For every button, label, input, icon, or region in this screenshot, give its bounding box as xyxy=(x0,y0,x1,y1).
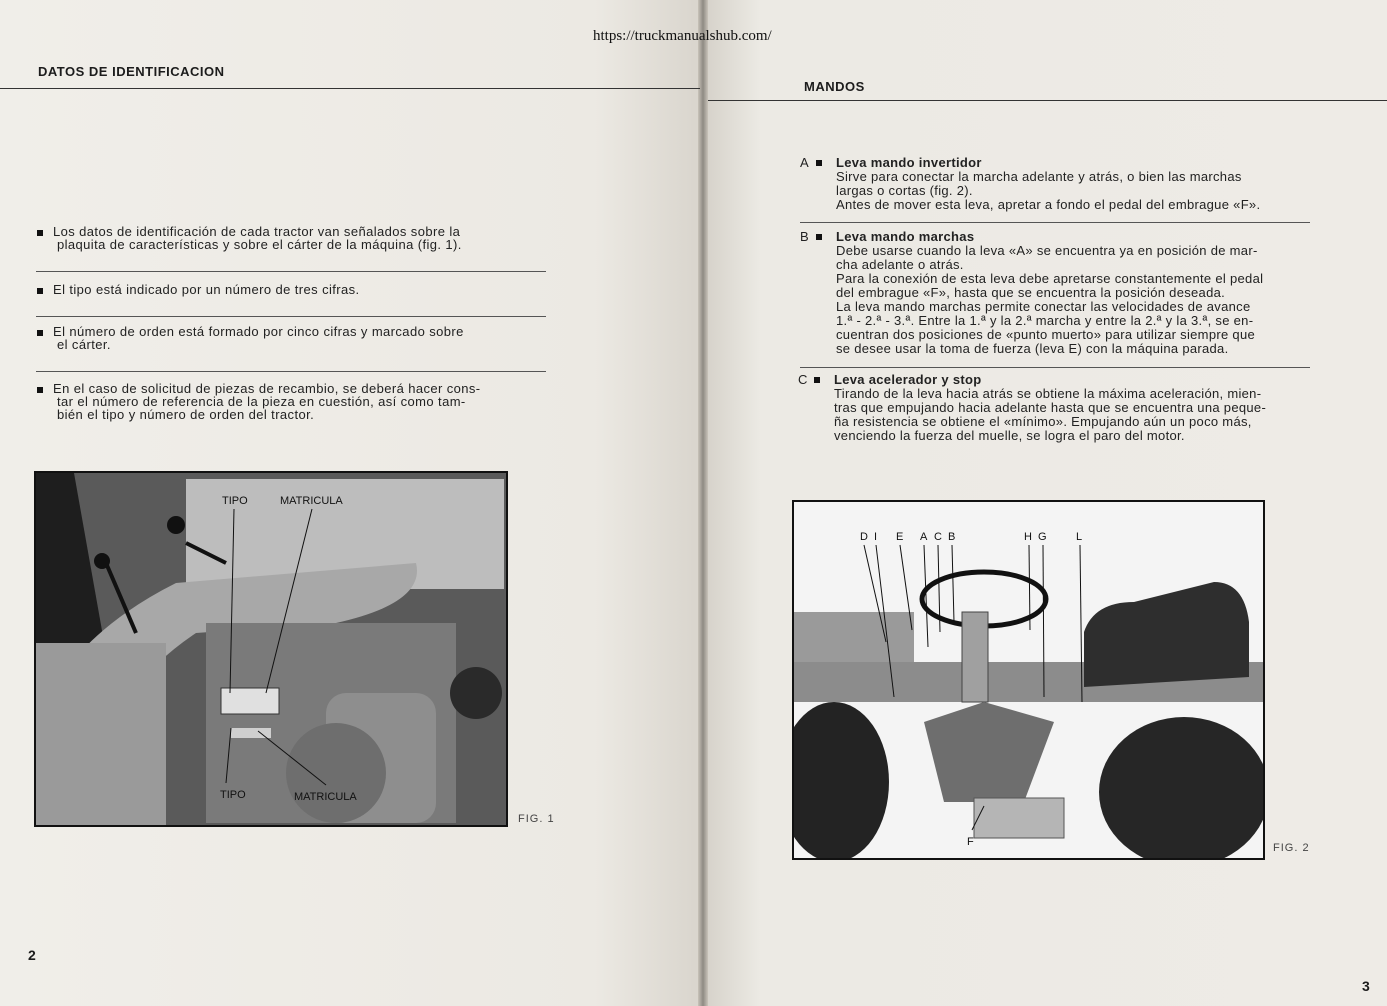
left-header-rule xyxy=(0,88,700,89)
bullet-icon xyxy=(816,160,822,166)
label-c: C xyxy=(934,531,942,543)
bullet-icon xyxy=(37,387,43,393)
source-url[interactable]: https://truckmanualshub.com/ xyxy=(593,28,772,44)
label-tipo-bottom: TIPO xyxy=(220,789,246,801)
control-title: Leva acelerador y stop xyxy=(834,372,982,387)
paragraph-identificacion: Los datos de identificación de cada tractor van señalados sobre la plaquita de características y sobre el cárter de la máquina (fig. 1). xyxy=(37,225,527,251)
control-letter: C xyxy=(798,372,808,387)
page-number-left: 2 xyxy=(28,947,36,963)
control-b-marchas: B Leva mando marchas Debe usarse cuando la leva «A» se encuentra ya en posición de mar- cha adelante o atrás. Para la conexión de esta leva debe apretarse constantemente el pedal del embrague «F», hasta que se encuentra la posición deseada. La leva mando marchas permite conectar las velocidades de avance 1.ª - 2.ª - 3.ª. Entre la 1.ª y la 2.ª marcha y entre la 2.ª y la 3.ª, se en- cuentran dos posiciones de «punto muerto» para utilizar siempre que se desee usar la toma de fuerza (leva E) con la máquina parada. xyxy=(800,230,1312,360)
separator xyxy=(800,367,1310,368)
separator xyxy=(36,316,546,317)
separator xyxy=(36,371,546,372)
bullet-icon xyxy=(37,330,43,336)
right-page-header: MANDOS xyxy=(804,79,865,94)
figure-2-illustration xyxy=(794,502,1263,858)
figure-2-tractor-controls xyxy=(792,500,1265,860)
control-c-acelerador: C Leva acelerador y stop Tirando de la leva hacia atrás se obtiene la máxima aceleración, mien- tras que empujando hacia adelante hasta que se encuentra una peque- ña resistencia se obtiene el «mínimo». Empujando aún un poco más, venciendo la fuerza del muelle, se logra el paro del motor. xyxy=(798,373,1310,449)
label-b: B xyxy=(948,531,956,543)
bullet-icon xyxy=(37,288,43,294)
control-title: Leva mando marchas xyxy=(836,229,975,244)
label-matricula-bottom: MATRICULA xyxy=(294,791,357,803)
bullet-icon xyxy=(816,234,822,240)
label-h: H xyxy=(1024,531,1032,543)
figure-1-caption: FIG. 1 xyxy=(518,813,555,825)
control-a-invertidor: A Leva mando invertidor Sirve para conectar la marcha adelante y atrás, o bien las marchas largas o cortas (fig. 2). Antes de mover esta leva, apretar a fondo el pedal del embrague «F». xyxy=(800,156,1312,216)
right-header-rule xyxy=(708,100,1387,101)
label-a: A xyxy=(920,531,928,543)
bullet-icon xyxy=(37,230,43,236)
control-title: Leva mando invertidor xyxy=(836,155,982,170)
label-tipo-top: TIPO xyxy=(222,495,248,507)
figure-2-caption: FIG. 2 xyxy=(1273,842,1310,854)
separator xyxy=(800,222,1310,223)
label-d: D xyxy=(860,531,868,543)
separator xyxy=(36,271,546,272)
left-page-header: DATOS DE IDENTIFICACION xyxy=(38,64,225,79)
control-letter: B xyxy=(800,229,809,244)
page-number-right: 3 xyxy=(1362,978,1370,994)
book-spine xyxy=(698,0,708,1006)
paragraph-numero-orden: El número de orden está formado por cinco cifras y marcado sobre el cárter. xyxy=(37,325,527,351)
bullet-icon xyxy=(814,377,820,383)
label-f: F xyxy=(967,836,974,848)
label-l: L xyxy=(1076,531,1083,543)
paragraph-tipo: El tipo está indicado por un número de tres cifras. xyxy=(37,283,527,296)
label-e: E xyxy=(896,531,904,543)
control-letter: A xyxy=(800,155,809,170)
figure-1-illustration xyxy=(36,473,506,825)
figure-1-tractor-engine xyxy=(34,471,508,827)
label-matricula-top: MATRICULA xyxy=(280,495,343,507)
label-g: G xyxy=(1038,531,1047,543)
label-i: I xyxy=(874,531,878,543)
paragraph-recambio: En el caso de solicitud de piezas de recambio, se deberá hacer cons- tar el número de referencia de la pieza en cuestión, así como tam- bién el tipo y número de orden del tractor. xyxy=(37,382,527,421)
